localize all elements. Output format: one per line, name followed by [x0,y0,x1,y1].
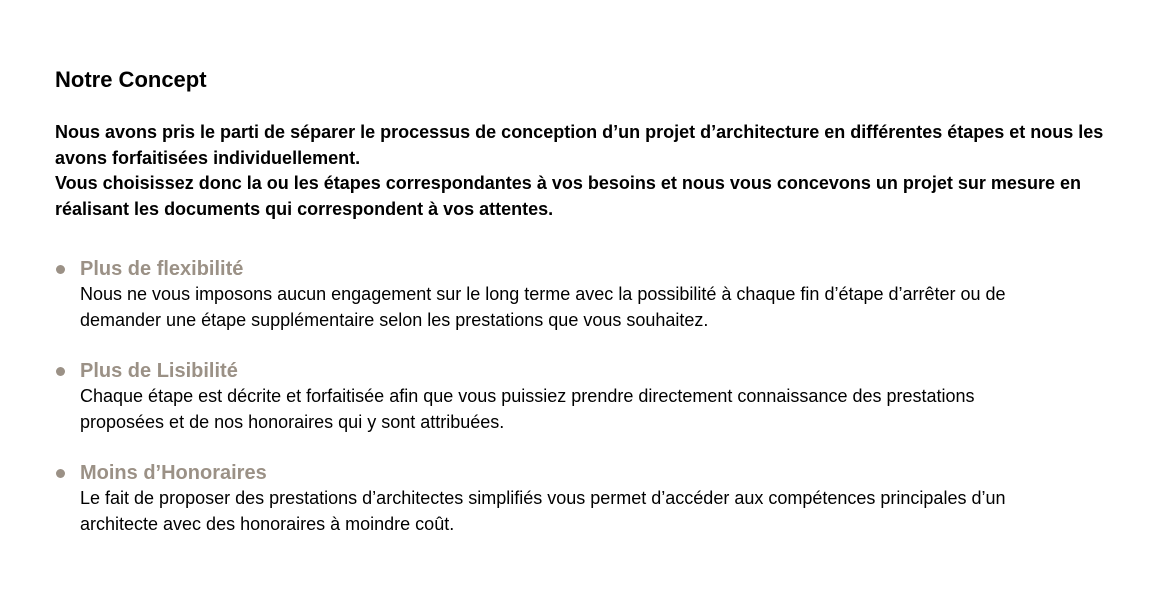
feature-flexibility [55,256,1115,333]
bullet-icon [56,367,65,376]
intro-paragraph: Nous avons pris le parti de séparer le processus de conception d’un projet d’architecture en différentes étapes et nous les avons forfaitisées individuellement. [55,122,1104,168]
concept-section [55,66,1115,562]
intro-paragraph: Vous choisissez donc la ou les étapes correspondantes à vos besoins et nous vous concevons un projet sur mesure en réalisant les documents qui correspondent à vos attentes. [55,173,1081,219]
bullet-icon [56,265,65,274]
feature-lower-fees [55,460,1115,537]
feature-title: Plus de flexibilité [80,258,244,280]
feature-description: Nous ne vous imposons aucun engagement sur le long terme avec la possibilité à chaque fin d’étape d’arrêter ou de demander une étape supplémentaire selon les prestations que vous souhaitez. [80,284,1006,330]
feature-title: Moins d’Honoraires [80,462,267,484]
intro-text [55,120,1115,222]
feature-list [55,256,1115,537]
page-title: Notre Concept [55,67,207,92]
feature-readability [55,358,1115,435]
feature-title: Plus de Lisibilité [80,360,238,382]
feature-description: Le fait de proposer des prestations d’architectes simplifiés vous permet d’accéder aux compétences principales d’un architecte avec des honoraires à moindre coût. [80,488,1006,534]
bullet-icon [56,469,65,478]
feature-description: Chaque étape est décrite et forfaitisée afin que vous puissiez prendre directement connaissance des prestations proposées et de nos honoraires qui y sont attribuées. [80,386,975,432]
